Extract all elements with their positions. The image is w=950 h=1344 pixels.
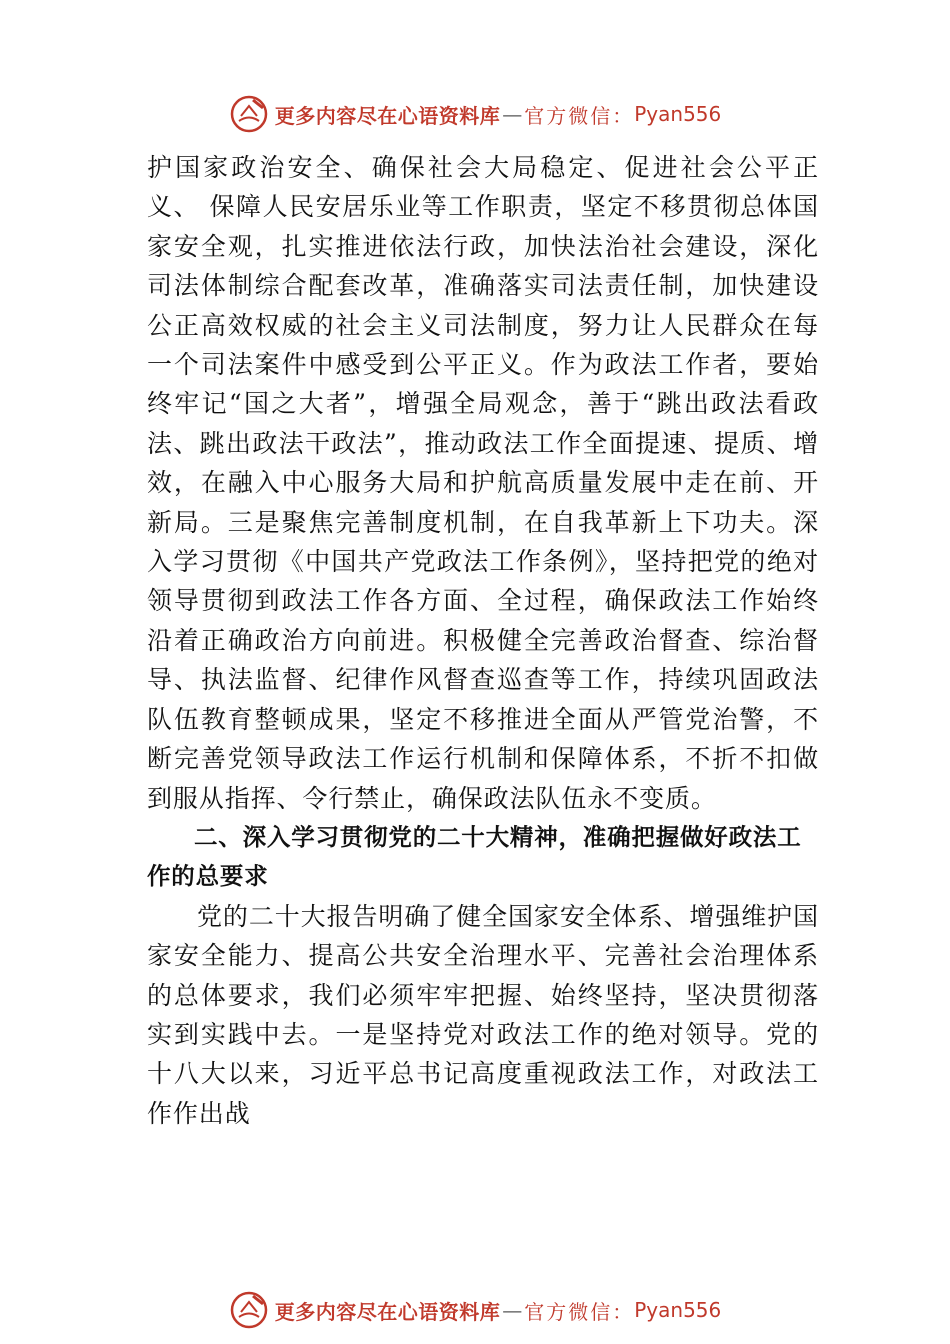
watermark-dash: — (502, 102, 523, 126)
header-watermark (0, 92, 950, 136)
section-heading: 二、深入学习贯彻党的二十大精神，准确把握做好政法工作的总要求 (147, 822, 802, 891)
watermark-wechat-id: Pyan556 (634, 102, 722, 126)
paragraph-continued: 护国家政治安全、确保社会大局稳定、促进社会公平正义、 保障人民安居乐业等工作职责，坚定不移贯彻总体国家安全观，扎实推进依法行政，加快法治社会建设，深化司法体制综合配套改革，准确落实司法责任制，加快建设公正高效权威的社会主义司法制度，努力让人民群众在每一个司法案件中感受到公平正义。作为政法工作者，要始终牢记“国之大者”，增强全局观念，善于“跳出政法看政法、跳出政法干政法”，推动政法工作全面提速、提质、增效，在融入中心服务大局和护航高质量发展中走在前、开新局。三是聚焦完善制度机制，在自我革新上下功夫。深入学习贯彻《中国共产党政法工作条例》，坚持把党的绝对领导贯彻到政法工作各方面、全过程，确保政法工作始终沿着正确政治方向前进。积极健全完善政治督查、综治督导、执法监督、纪律作风督查巡查等工作，持续巩固政法队伍教育整顿成果，坚定不移推进全面从严管党治警，不断完善党领导政法工作运行机制和保障体系，不折不扣做到服从指挥、令行禁止，确保政法队伍永不变质。 (147, 153, 819, 813)
document-body (147, 148, 819, 1133)
watermark-dash: — (502, 1298, 523, 1322)
watermark-title: 更多内容尽在心语资料库 (274, 103, 501, 128)
footer-watermark (0, 1288, 950, 1332)
watermark-wechat-id: Pyan556 (634, 1298, 722, 1322)
watermark-title: 更多内容尽在心语资料库 (274, 1299, 501, 1324)
book-logo-icon (229, 1290, 269, 1330)
watermark-wechat-label: 官方微信： (524, 1299, 635, 1324)
watermark-wechat-label: 官方微信： (524, 103, 635, 128)
paragraph: 党的二十大报告明确了健全国家安全体系、增强维护国家安全能力、提高公共安全治理水平、完善社会治理体系的总体要求，我们必须牢牢把握、始终坚持，坚决贯彻落实到实践中去。一是坚持党对政法工作的绝对领导。党的十八大以来，习近平总书记高度重视政法工作，对政法工作作出战 (147, 901, 819, 1128)
book-logo-icon (229, 94, 269, 134)
